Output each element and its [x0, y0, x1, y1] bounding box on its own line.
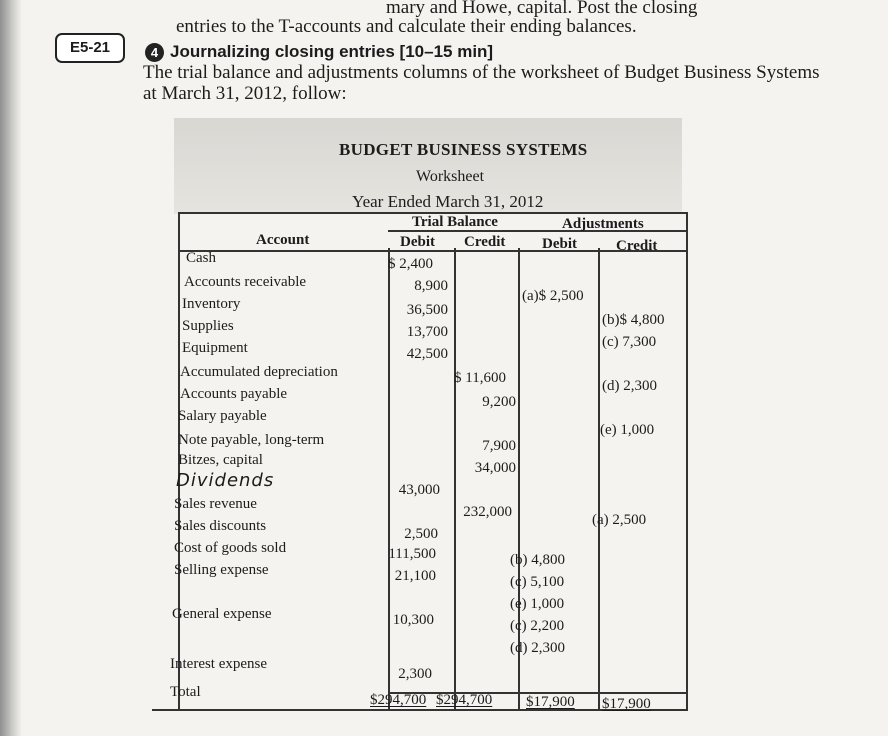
worksheet-header — [174, 118, 682, 214]
adj-debit-value: (d) 2,300 — [510, 640, 565, 656]
tb-debit-value: 13,700 — [406, 324, 448, 340]
adj-debit-value: (c) 5,100 — [510, 574, 565, 590]
col-header-adj-debit: Debit — [542, 236, 577, 252]
adj-credit-value: (d) 2,300 — [602, 378, 657, 394]
previous-line-1: mary and Howe, capital. Post the closing — [386, 0, 698, 18]
tb-credit-value: 232,000 — [463, 504, 512, 520]
account-label: Bitzes, capital — [178, 452, 263, 468]
worksheet — [152, 112, 684, 712]
exercise-title: Journalizing closing entries [10–15 min] — [170, 42, 494, 61]
account-label: Cash — [186, 250, 216, 266]
adj-debit-value: (c) 2,200 — [510, 618, 565, 634]
total-tb-credit: $294,700 — [436, 692, 493, 708]
exercise-heading — [145, 42, 493, 62]
total-adj-debit: $17,900 — [526, 694, 575, 710]
total-adj-credit: $17,900 — [602, 696, 651, 712]
col-header-tb-credit: Credit — [464, 234, 506, 250]
exercise-id-badge: E5-21 — [55, 33, 125, 63]
tb-debit-value: 2,500 — [404, 526, 438, 542]
adj-credit-value: (a) 2,500 — [592, 512, 647, 528]
tb-debit-value: 111,500 — [388, 546, 436, 562]
previous-line-2: entries to the T-accounts and calculate their ending balances. — [176, 16, 637, 37]
account-label: General expense — [172, 606, 272, 622]
adj-debit-value: (e) 1,000 — [510, 596, 565, 612]
account-label: Salary payable — [178, 408, 267, 424]
adj-debit-value: (a)$ 2,500 — [522, 288, 584, 304]
tb-credit-value: 34,000 — [474, 460, 516, 476]
account-label: Supplies — [182, 318, 234, 334]
worksheet-subtitle: Worksheet — [416, 168, 485, 185]
account-label: Accounts receivable — [184, 274, 307, 290]
tb-debit-value: 36,500 — [406, 302, 448, 318]
adj-credit-value: (b)$ 4,800 — [602, 312, 665, 328]
account-label: Note payable, long-term — [178, 432, 325, 448]
previous-exercise-text — [176, 0, 816, 40]
tb-debit-value: 42,500 — [406, 346, 448, 362]
tb-credit-value: 7,900 — [482, 438, 516, 454]
account-label: Sales discounts — [174, 518, 267, 534]
account-label: Sales revenue — [174, 496, 257, 512]
account-label: Inventory — [182, 296, 241, 312]
frame-line — [686, 212, 688, 710]
handwritten-dividends-label: Dividends — [176, 470, 275, 491]
adj-credit-value: (e) 1,000 — [600, 422, 655, 438]
account-label: Interest expense — [170, 656, 268, 672]
exercise-intro: The trial balance and adjustments columns of the worksheet of Budget Business Systems at March 31, 2012, follow: — [143, 62, 820, 104]
total-label: Total — [170, 684, 201, 700]
account-label: Selling expense — [174, 562, 269, 578]
total-tb-debit: $294,700 — [370, 692, 427, 708]
difficulty-number-icon: 4 — [145, 43, 164, 62]
tb-debit-value: 43,000 — [398, 482, 440, 498]
tb-credit-value: $ 11,600 — [454, 370, 506, 386]
col-header-tb-debit: Debit — [400, 234, 435, 250]
account-label: Cost of goods sold — [174, 540, 287, 556]
tb-debit-value: 21,100 — [394, 568, 436, 584]
tb-debit-value: 2,300 — [398, 666, 432, 682]
tb-debit-value: 8,900 — [414, 278, 448, 294]
group-header-trial-balance: Trial Balance — [412, 214, 498, 230]
tb-credit-value: 9,200 — [482, 394, 516, 410]
worksheet-period: Year Ended March 31, 2012 — [352, 192, 544, 211]
page-edge-shadow — [0, 0, 22, 736]
company-name: BUDGET BUSINESS SYSTEMS — [339, 140, 588, 159]
tb-debit-value: $ 2,400 — [388, 256, 433, 272]
adj-debit-value: (b) 4,800 — [510, 552, 565, 568]
tb-debit-value: 10,300 — [392, 612, 434, 628]
col-header-account: Account — [256, 232, 310, 248]
adj-credit-value: (c) 7,300 — [602, 334, 657, 350]
account-label: Accumulated depreciation — [180, 364, 338, 380]
group-header-adjustments: Adjustments — [562, 216, 644, 232]
column-divider — [598, 248, 600, 710]
column-divider — [454, 248, 456, 710]
account-label: Equipment — [182, 340, 248, 356]
col-header-adj-credit: Credit — [616, 238, 658, 254]
account-label: Accounts payable — [180, 386, 288, 402]
